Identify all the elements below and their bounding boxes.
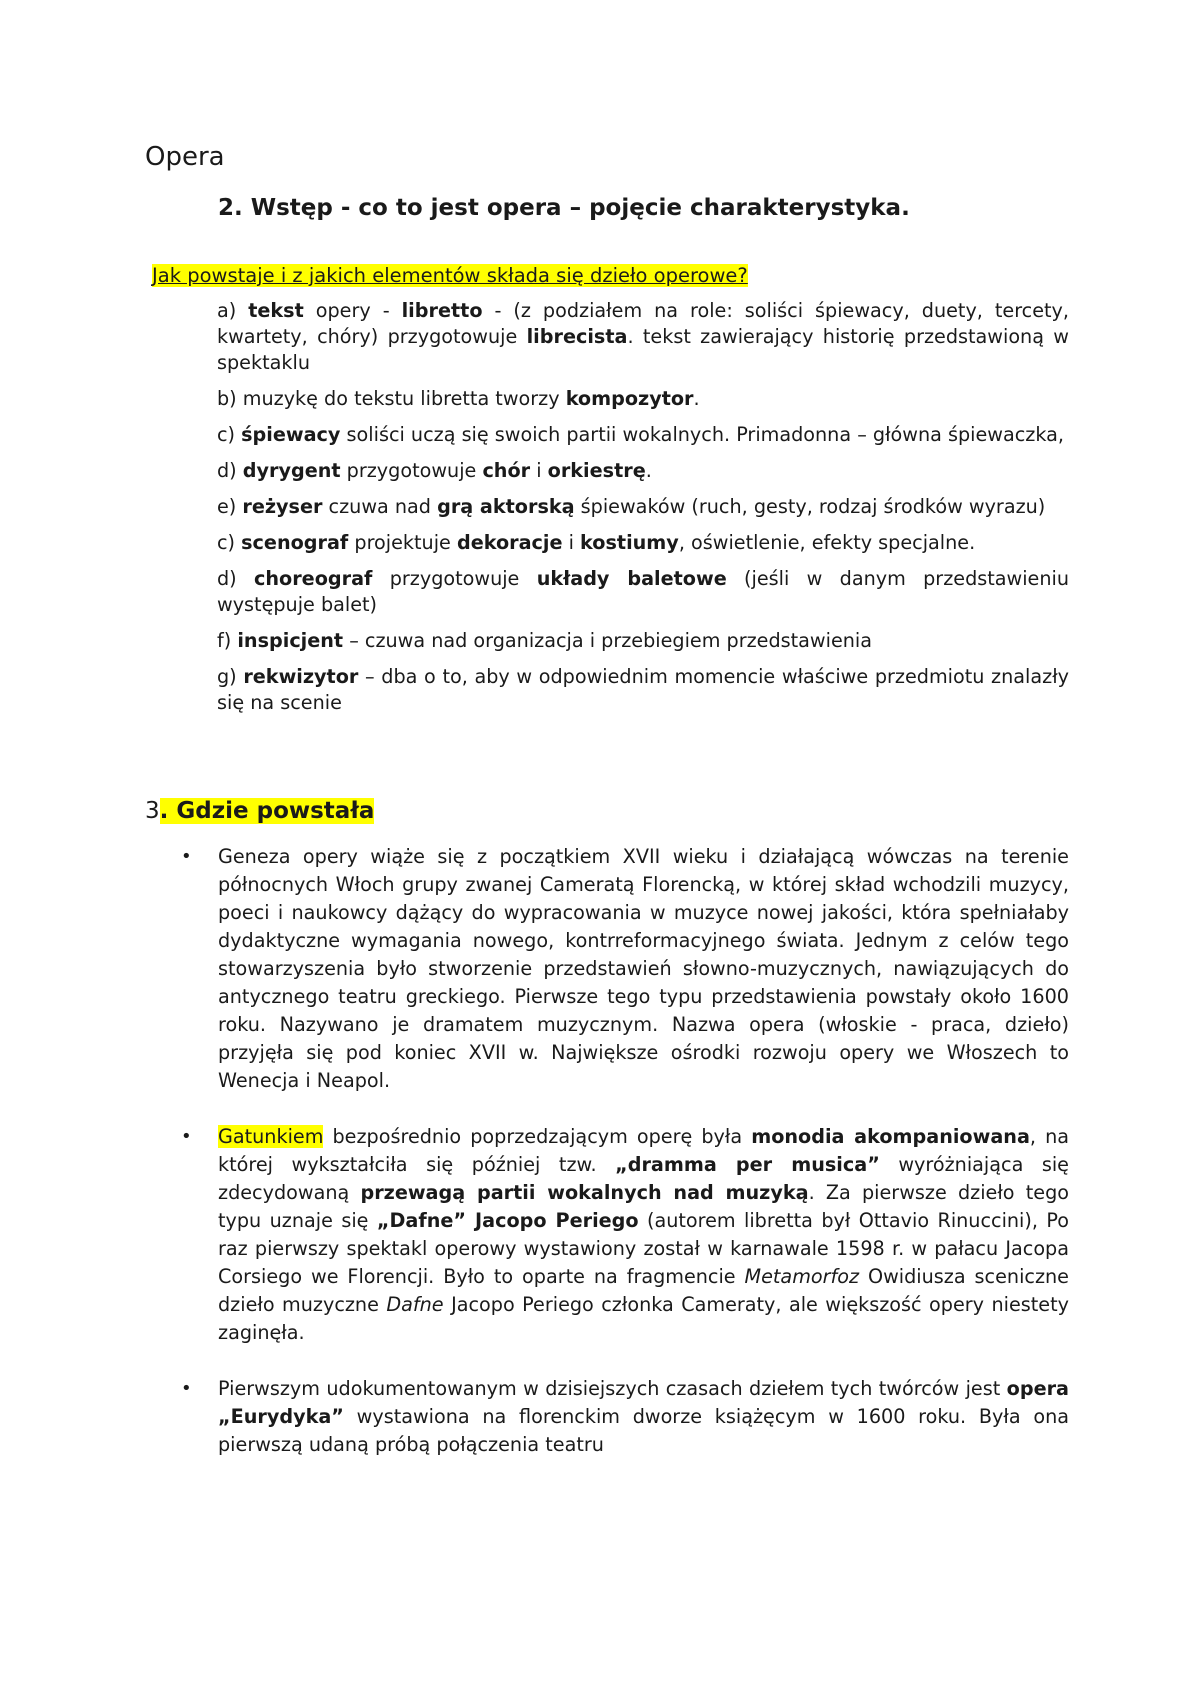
list-item: • Gatunkiem bezpośrednio poprzedzającym operę była monodia akompaniowana, na której wykształciła się później tzw. „dramma per musica” wyróżniająca się zdecydowaną przewagą partii wokalnych nad muzyką. Za pierwsze dzieło tego typu uznaje się „Dafne” Jacopo Periego (autorem libretta był Ottavio Rinuccini), Po raz pierwszy spektakl operowy wystawiony został w karnawale 1598 r. w pałacu Jacopa Corsiego we Florencji. Było to oparte na fragmencie Metamorfoz Owidiusza sceniczne dzieło muzyczne Dafne Jacopo Periego członka Cameraty, ale większość opery niestety zaginęła. xyxy=(181,1125,1070,1344)
question-heading: Jak powstaje i z jakich elementów składa się dzieło operowe? xyxy=(152,264,748,287)
list-item: • Pierwszym udokumentowanym w dzisiejszych czasach dziełem tych twórców jest opera „Eurydyka” wystawiona na florenckim dworze książęcym w 1600 roku. Była ona pierwszą udaną próbą połączenia teatru xyxy=(181,1377,1069,1456)
list-item: b) muzykę do tekstu libretta tworzy kompozytor. xyxy=(217,387,700,410)
document-title: Opera xyxy=(145,142,225,172)
list-item: c) śpiewacy soliści uczą się swoich partii wokalnych. Primadonna – główna śpiewaczka, xyxy=(217,423,1064,446)
list-item: a) tekst opery - libretto - (z podziałem na role: soliści śpiewacy, duety, tercety, kwartety, chóry) przygotowuje librecista. tekst zawierający historię przedstawioną w spektaklu xyxy=(217,299,1069,374)
bullet-icon: • xyxy=(181,846,192,867)
list-item: d) dyrygent przygotowuje chór i orkiestrę. xyxy=(217,459,652,482)
list-item: g) rekwizytor – dba o to, aby w odpowiednim momencie właściwe przedmiotu znalazły się na scenie xyxy=(217,665,1069,714)
history-bullets xyxy=(181,843,1069,1487)
list-item: e) reżyser czuwa nad grą aktorską śpiewaków (ruch, gesty, rodzaj środków wyrazu) xyxy=(217,495,1046,518)
section-2-heading: 2. Wstęp - co to jest opera – pojęcie charakterystyka. xyxy=(218,195,910,221)
bullet-icon: • xyxy=(181,1378,192,1399)
list-item: d) choreograf przygotowuje układy baletowe (jeśli w danym przedstawieniu występuje balet) xyxy=(217,567,1070,616)
section-3-heading: 3. Gdzie powstała xyxy=(145,798,375,824)
elements-list xyxy=(217,298,1069,726)
list-item: c) scenograf projektuje dekoracje i kostiumy, oświetlenie, efekty specjalne. xyxy=(217,531,976,554)
list-item: • Geneza opery wiąże się z początkiem XVII wieku i działającą wówczas na terenie północnych Włoch grupy zwanej Cameratą Florencką, w której skład wchodzili muzycy, poeci i naukowcy dążący do wypracowania w muzyce nowej jakości, która spełniałaby dydaktyczne wymagania nowego, kontrreformacyjnego świata. Jednym z celów tego stowarzyszenia było stworzenie przedstawień słowno-muzycznych, nawiązujących do antycznego teatru greckiego. Pierwsze tego typu przedstawienia powstały około 1600 roku. Nazywano je dramatem muzycznym. Nazwa opera (włoskie - praca, dzieło) przyjęła się pod koniec XVII w. Największe ośrodki rozwoju opery we Włoszech to Wenecja i Neapol. xyxy=(181,845,1069,1092)
list-item: f) inspicjent – czuwa nad organizacja i przebiegiem przedstawienia xyxy=(217,629,872,652)
bullet-icon: • xyxy=(181,1126,192,1147)
